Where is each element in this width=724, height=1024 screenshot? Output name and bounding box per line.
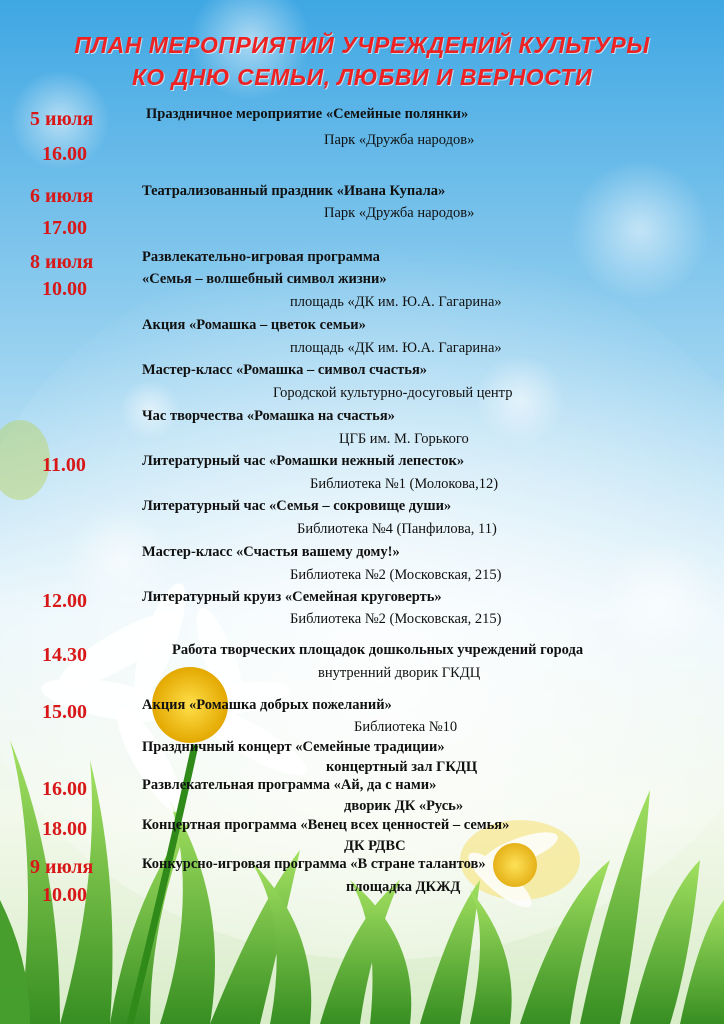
event-place: Библиотека №10 xyxy=(354,719,458,735)
event-title: Праздничное мероприятие «Семейные полянки» xyxy=(146,106,469,122)
event-place: Парк «Дружба народов» xyxy=(324,132,475,148)
date-5-july: 5 июля xyxy=(30,108,94,130)
event-place: площадь «ДК им. Ю.А. Гагарина» xyxy=(290,294,502,310)
event-title: Концертная программа «Венец всех ценностей – семья» xyxy=(142,817,510,833)
event-title: Акция «Ромашка – цветок семьи» xyxy=(142,317,366,333)
time-label: 15.00 xyxy=(42,701,87,723)
event-title: Литературный час «Ромашки нежный лепесток» xyxy=(142,453,465,469)
time-label: 17.00 xyxy=(42,217,87,239)
event-place: Библиотека №4 (Панфилова, 11) xyxy=(297,521,497,537)
title-line-2: КО ДНЮ СЕМЬИ, ЛЮБВИ И ВЕРНОСТИ xyxy=(131,64,593,90)
event-place: Городской культурно-досуговый центр xyxy=(273,385,513,401)
event-place: ДК РДВС xyxy=(344,838,406,854)
event-title: Мастер-класс «Счастья вашему дому!» xyxy=(142,544,400,560)
event-place: концертный зал ГКДЦ xyxy=(326,759,478,775)
time-label: 11.00 xyxy=(42,454,86,476)
date-8-july: 8 июля xyxy=(30,251,94,273)
event-place: Библиотека №2 (Московская, 215) xyxy=(290,611,502,627)
event-title: Праздничный концерт «Семейные традиции» xyxy=(142,739,445,755)
event-place: площадка ДКЖД xyxy=(346,879,461,895)
event-title: Развлекательно-игровая программа xyxy=(142,249,380,265)
time-label: 12.00 xyxy=(42,590,87,612)
event-title: Конкурсно-игровая программа «В стране талантов» xyxy=(142,856,486,872)
time-label: 10.00 xyxy=(42,884,87,906)
event-title: Час творчества «Ромашка на счастья» xyxy=(142,408,395,424)
event-title: Работа творческих площадок дошкольных учреждений города xyxy=(172,642,584,658)
time-label: 10.00 xyxy=(42,278,87,300)
time-label: 14.30 xyxy=(42,644,87,666)
event-title: Литературный час «Семья – сокровище души» xyxy=(142,498,452,514)
time-label: 16.00 xyxy=(42,778,87,800)
event-title: Литературный круиз «Семейная круговерть» xyxy=(142,589,442,605)
event-place: дворик ДК «Русь» xyxy=(344,798,464,814)
date-6-july: 6 июля xyxy=(30,185,94,207)
event-place: ЦГБ им. М. Горького xyxy=(339,431,469,447)
event-place: площадь «ДК им. Ю.А. Гагарина» xyxy=(290,340,502,356)
time-label: 18.00 xyxy=(42,818,87,840)
event-title: Развлекательная программа «Ай, да с нами» xyxy=(142,777,437,793)
time-label: 16.00 xyxy=(42,143,87,165)
event-place: Библиотека №2 (Московская, 215) xyxy=(290,567,502,583)
title-line-1: ПЛАН МЕРОПРИЯТИЙ УЧРЕЖДЕНИЙ КУЛЬТУРЫ xyxy=(74,32,650,58)
event-title: Мастер-класс «Ромашка – символ счастья» xyxy=(142,362,428,378)
event-title: Акция «Ромашка добрых пожеланий» xyxy=(142,697,392,713)
event-place: Парк «Дружба народов» xyxy=(324,205,475,221)
event-title-cont: «Семья – волшебный символ жизни» xyxy=(142,271,387,287)
event-place: внутренний дворик ГКДЦ xyxy=(318,665,481,681)
event-title: Театрализованный праздник «Ивана Купала» xyxy=(142,183,446,199)
event-place: Библиотека №1 (Молокова,12) xyxy=(310,476,499,492)
date-9-july: 9 июля xyxy=(30,856,94,878)
